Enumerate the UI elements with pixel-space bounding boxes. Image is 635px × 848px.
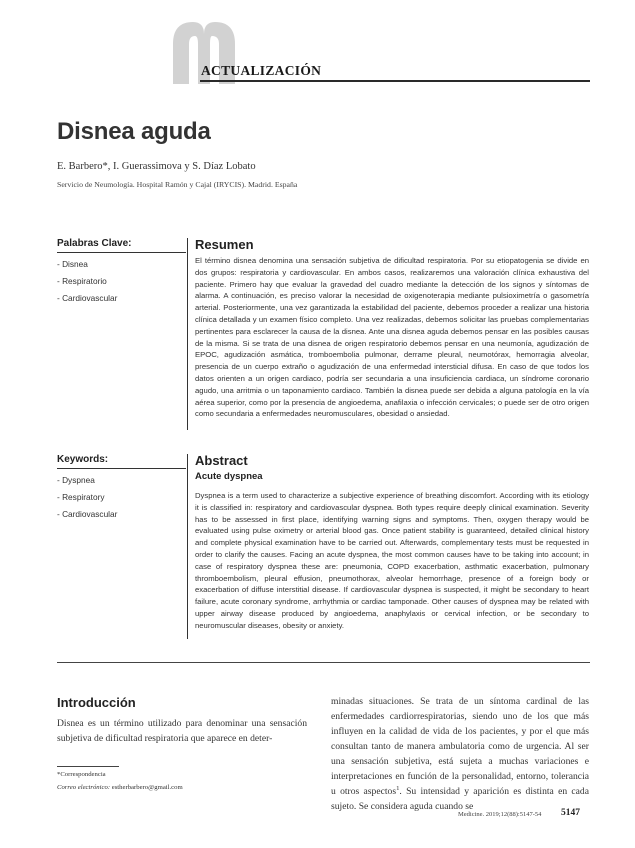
keywords-heading: Keywords: — [57, 454, 109, 465]
footnote-correspondence: *Correspondencia — [57, 771, 106, 778]
palabras-clave-rule — [57, 252, 186, 253]
resumen-heading: Resumen — [195, 237, 254, 252]
intro-text-part: . Su intensidad y aparición es distinta en cada sujeto. Se considera aguda cuando se — [331, 786, 589, 812]
keyword-item: - Cardiovascular — [57, 509, 118, 519]
header-rule — [200, 80, 590, 82]
page-number: 5147 — [561, 808, 580, 818]
keyword-item: - Dyspnea — [57, 475, 95, 485]
section-divider — [57, 662, 590, 663]
resumen-text: El término disnea denomina una sensación subjetiva de dificultad respiratoria. Por su etiopatogenia se divide en dos grupos: respiratoria y cardiovascular. En ambos casos, realizaremos una valoración clínica exhaustiva del paciente. Primero hay que evaluar la gravedad del cuadro mediante la detección de los signos y síntomas de alarma. A continuación, es preciso valorar la necesidad de oxigenoterapia mediante pulsioximetría o gasometría arterial. Posteriormente, una vez garantizada la estabilidad del paciente, debemos proceder a realizar una historia clínica detallada y un examen físico completo. Una vez realizadas, debemos solicitar las pruebas complementarias pertinentes para esclarecer la causa de la disnea. Ante una disnea aguda debemos pensar en las posibles causas de la misma. Si se trata de una disnea de origen respiratorio debemos pensar en una neumonía, agudización de EPOC, agudización asmática, tromboembolia pulmonar, derrame pleural, neumotórax, hemorragia alveolar, presencia de un cuerpo extraño o agudización de una enfermedad intersticial difusa. En caso de que todos los datos orienten a un origen cardiaco, podría ser secundaria a una insuficiencia cardiaca, un síndrome coronario agudo, una arritmia o un taponamiento cardiaco. También la disnea puede ser debida a alguna patología en la vía aérea superior, como por la presencia de angioedema, anafilaxia o infección cervicales; o puede ser de otro origen como secundaria a enfermedades neuromusculares, obesidad o ansiedad. — [195, 256, 589, 419]
footnote-email-line — [57, 784, 183, 791]
affiliation: Servicio de Neumología. Hospital Ramón y Cajal (IRYCIS). Madrid. España — [57, 180, 298, 189]
resumen-vertical-rule — [187, 238, 188, 430]
email-label: Correo electrónico: — [57, 784, 111, 791]
footnote-rule — [57, 766, 119, 767]
keywords-rule — [57, 468, 186, 469]
authors: E. Barbero*, I. Guerassimova y S. Díaz Lobato — [57, 161, 256, 172]
section-label: ACTUALIZACIÓN — [201, 63, 322, 78]
palabras-clave-list — [57, 256, 117, 307]
footer-reference: Medicine. 2019;12(88):5147-54 — [458, 811, 542, 818]
palabras-clave-heading: Palabras Clave: — [57, 238, 132, 249]
email-address[interactable]: estherbarbero@gmail.com — [111, 784, 183, 791]
intro-text-part: minadas situaciones. Se trata de un síntoma cardinal de las enfermedades cardiorrespiratorias, siendo uno de los que más influyen en la calidad de vida de los pacientes, y por el que más consultan tanto de manera ambulatoria como de urgencia. Al ser una sensación subjetiva, está sujeta a muchas variaciones e interpretaciones en función de la personalidad, entorno, tolerancia u otros aspectos — [331, 696, 589, 797]
abstract-vertical-rule — [187, 454, 188, 639]
introduccion-right-column — [331, 694, 589, 814]
keywords-list — [57, 472, 117, 523]
article-title: Disnea aguda — [57, 118, 211, 145]
abstract-heading: Abstract — [195, 453, 248, 468]
abstract-subheading: Acute dyspnea — [195, 471, 263, 482]
introduccion-left-column: Disnea es un término utilizado para denominar una sensación subjetiva de dificultad respiratoria que aparece en deter- — [57, 718, 307, 744]
abstract-text: Dyspnea is a term used to characterize a subjective experience of breathing discomfort. According with its etiology it is classified in: respiratory and cardiovascular dyspnea. Both types require deeply clinical examination. Severity has to be assessed in first place, identifying warning signs and symptoms. Then, oxygen therapy would be evaluated using pulse oximetry or arterial blood gas. Once patient stability is guaranteed, detailed clinical history and complete physical examination have to be carried out. Afterwards, complementary tests must be requested in order to clarify the causes. Facing an acute dyspnea, the most common causes have to be taking into account; in case of respiratory dyspnea these are: pneumonia, COPD exacerbation, asthmatic exacerbation, pulmonary thromboembolism, pleural effusion, pneumothorax, alveolar hemorrhage, presence of a foreign body or exacerbation of diffuse interstitial disease. If cardiovascular dyspnea is suspected, it might be secondary to heart failure, acute coronary syndrome, arrhythmia or cardiac tamponade. Other causes of dyspnea may be related with upper airway disease produced by angioedema, anaphylaxis or cervical infection, or be secondary to neuromuscular diseases, obesity or anxiety. — [195, 491, 589, 630]
introduccion-heading: Introducción — [57, 695, 136, 710]
keyword-item: - Respiratorio — [57, 276, 107, 286]
keyword-item: - Disnea — [57, 259, 88, 269]
keyword-item: - Cardiovascular — [57, 293, 118, 303]
keyword-item: - Respiratory — [57, 492, 105, 502]
citation-marker: 1 — [396, 784, 400, 792]
